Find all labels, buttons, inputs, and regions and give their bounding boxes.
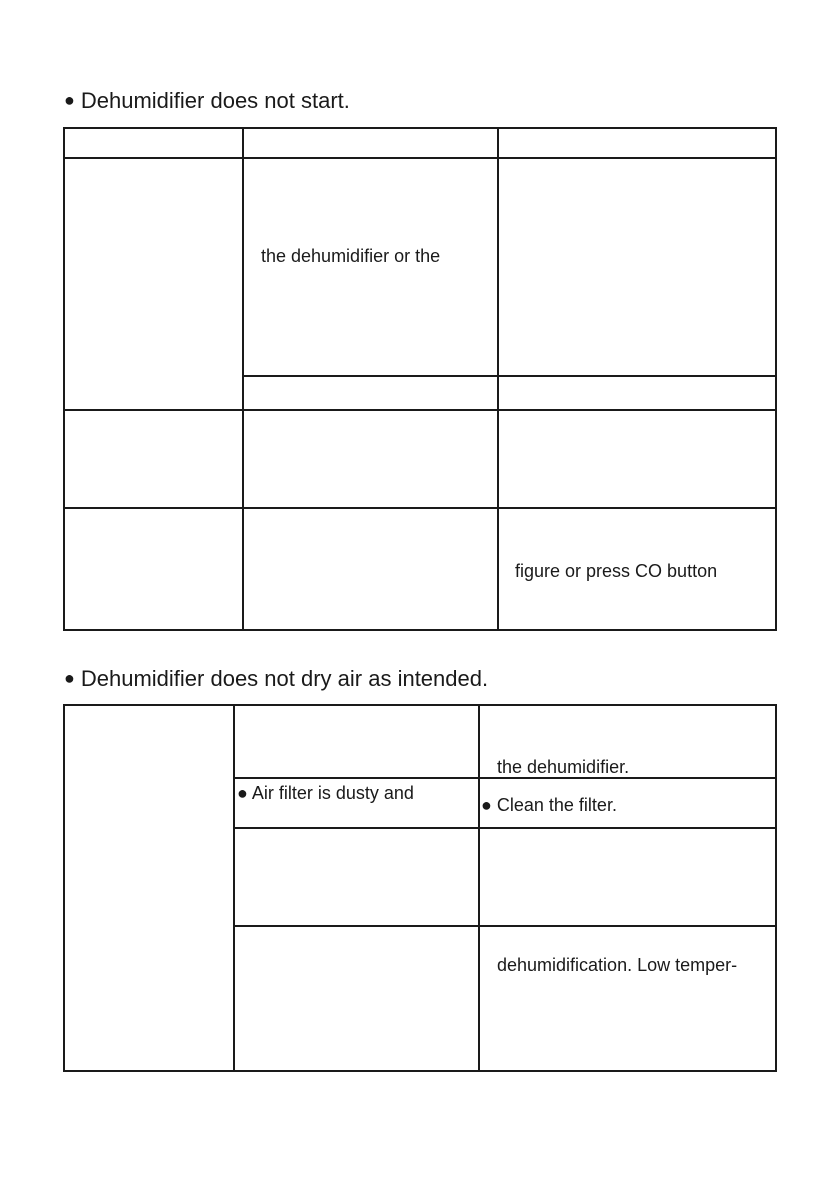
table-1-cause-text: the dehumidifier or the xyxy=(261,246,441,266)
table-1-top-border xyxy=(63,127,777,129)
section-1-heading xyxy=(64,87,350,114)
table-2-left-border xyxy=(63,704,65,1072)
table-1-row-divider xyxy=(63,409,777,411)
table-2-col-divider xyxy=(478,704,480,1072)
table-1-right-border xyxy=(775,127,777,631)
table-1-col-divider xyxy=(242,127,244,631)
bullet-icon: ● xyxy=(64,90,75,110)
section-1-heading-text: Dehumidifier does not start. xyxy=(80,88,350,113)
table-1-col-divider xyxy=(497,127,499,631)
bullet-icon: ● xyxy=(64,668,75,688)
table-2-right-border xyxy=(775,704,777,1072)
table-1-subrow-divider xyxy=(242,375,777,377)
table-1-row-divider xyxy=(63,507,777,509)
table-2-col-divider xyxy=(233,704,235,1072)
table-1-solution-text: figure or press CO button xyxy=(515,561,718,581)
section-2-heading xyxy=(64,665,488,692)
table-2-bottom-border xyxy=(63,1070,777,1072)
table-1-left-border xyxy=(63,127,65,631)
table-1-bottom-border xyxy=(63,629,777,631)
table-2-solution-text: dehumidification. Low temper- xyxy=(497,955,738,975)
table-2-cause-text: ● Air filter is dusty and xyxy=(237,783,414,803)
table-1-header-divider xyxy=(63,157,777,159)
table-2-top-border xyxy=(63,704,777,706)
table-2-row-divider xyxy=(233,925,777,927)
section-2-heading-text: Dehumidifier does not dry air as intended. xyxy=(80,666,489,691)
table-2-row-divider xyxy=(233,827,777,829)
table-2-solution-text: ● Clean the filter. xyxy=(481,795,617,815)
table-2-solution-text: the dehumidifier. xyxy=(497,757,630,777)
